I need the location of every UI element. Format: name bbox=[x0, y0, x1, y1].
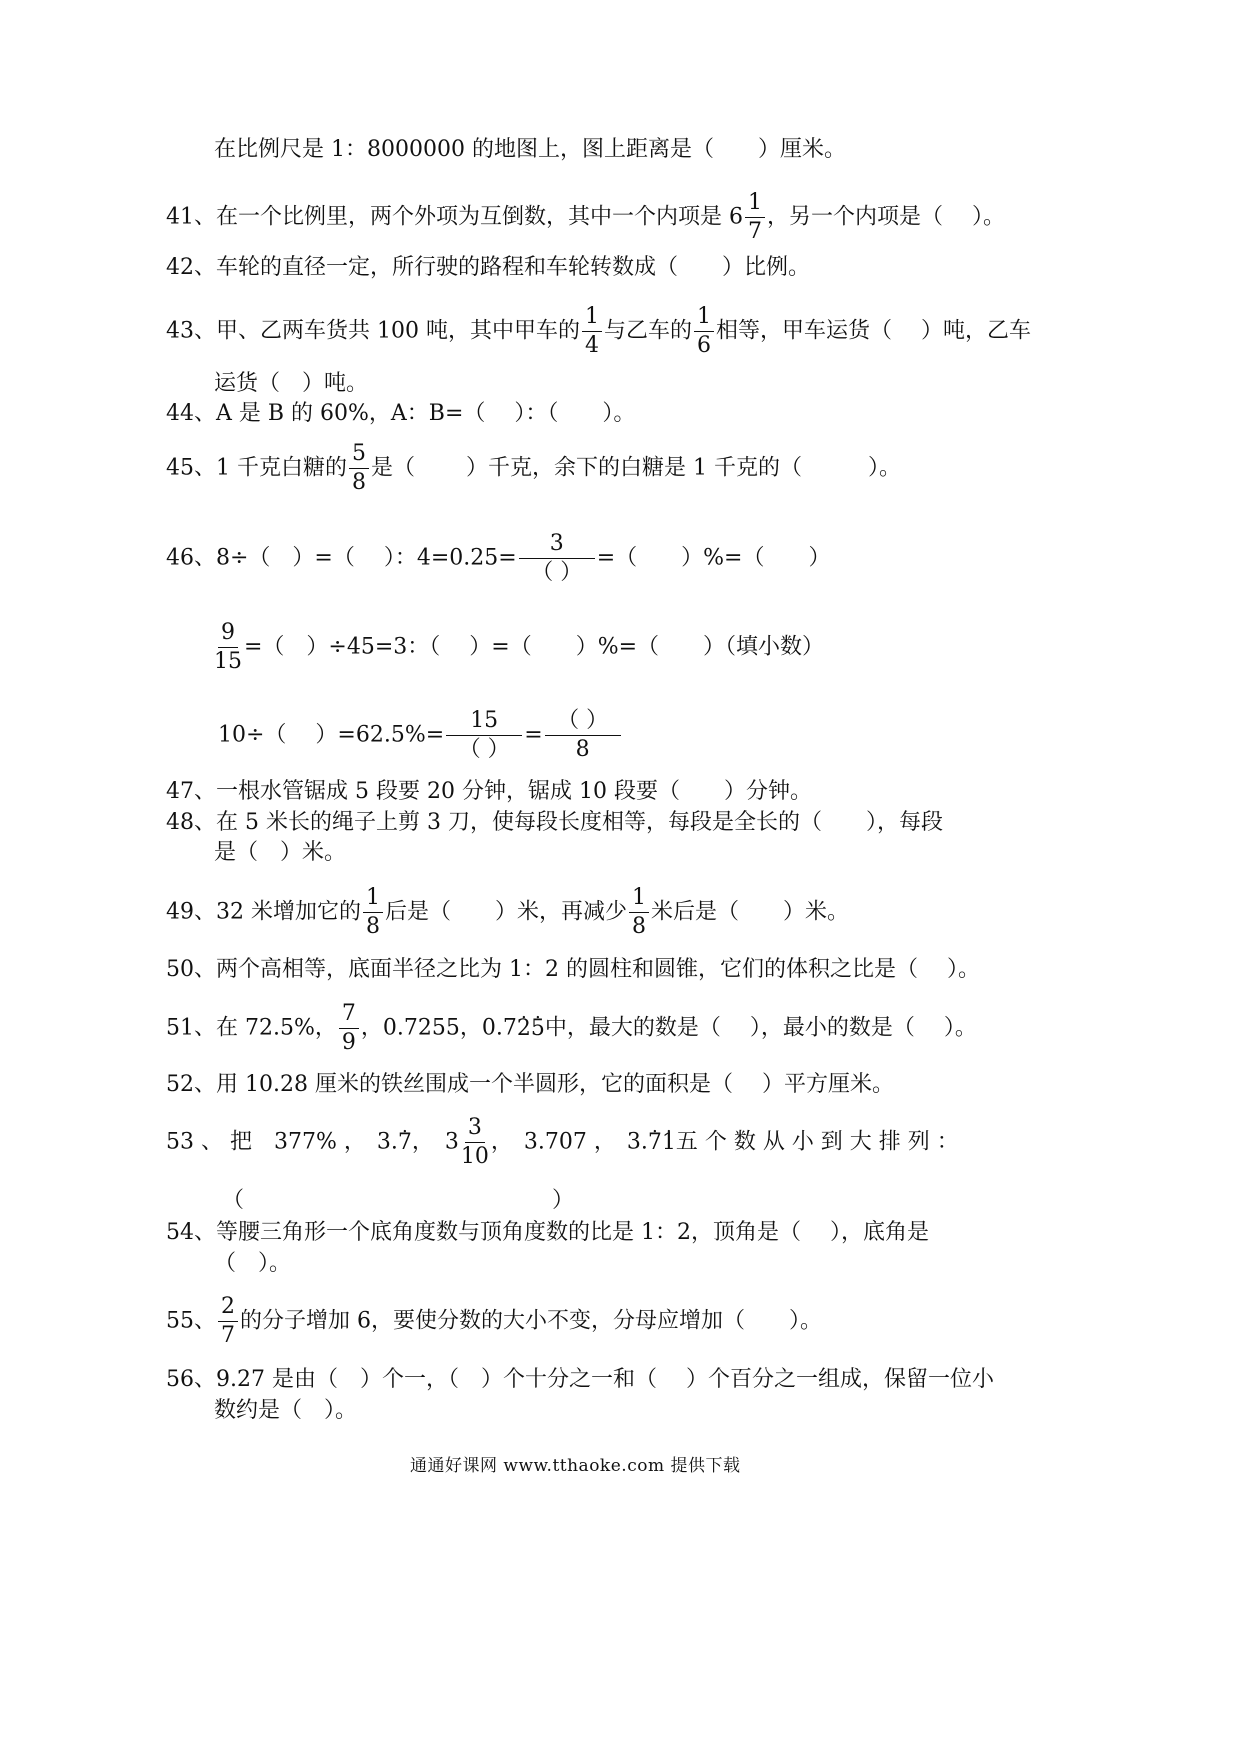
question-46-line2 bbox=[212, 622, 824, 673]
question-53-line2 bbox=[222, 1190, 574, 1212]
question-54-line2 bbox=[214, 1253, 291, 1275]
fraction-numerator: 3 bbox=[519, 533, 595, 559]
repeating-digit: . 7 bbox=[648, 1132, 662, 1154]
question-50 bbox=[166, 959, 980, 981]
repeating-digit: . 5 bbox=[531, 1018, 545, 1040]
q43-text-d: 运货（ ）吨。 bbox=[214, 371, 369, 396]
fraction-numerator: 1 bbox=[694, 306, 714, 332]
fraction-denominator: （ ） bbox=[531, 560, 583, 585]
question-55 bbox=[166, 1296, 822, 1347]
fraction-1-7 bbox=[745, 192, 765, 243]
q43-text-c: 相等，甲车运货（ ）吨，乙车 bbox=[716, 318, 1031, 344]
q56-text-b: 数约是（ ）。 bbox=[214, 1398, 358, 1423]
fraction-5-8 bbox=[349, 443, 369, 494]
question-42 bbox=[166, 257, 810, 279]
q53-text-d: 五 个 数 从 小 到 大 排 列 ： bbox=[675, 1129, 959, 1155]
fraction-denominator: 4 bbox=[584, 333, 599, 358]
question-46-line3 bbox=[218, 710, 623, 761]
q43-text-a: 43、甲、乙两车货共 100 吨，其中甲车的 bbox=[166, 318, 580, 344]
fraction-numerator: 9 bbox=[218, 622, 238, 648]
q54-text-b: （ ）。 bbox=[214, 1251, 292, 1276]
fraction-blank-8 bbox=[545, 710, 621, 761]
fraction-numerator: 1 bbox=[745, 192, 765, 218]
q53-text-c: ， 3.707 ， 3. bbox=[490, 1129, 648, 1155]
q44-text: 44、A 是 B 的 60%，A：B=（ ）：（ ）。 bbox=[166, 401, 636, 426]
q51-text-b: ，0.7255，0.7 bbox=[360, 1015, 517, 1041]
q56-text-a: 56、9.27 是由（ ）个一，（ ）个十分之一和（ ）个百分之一组成，保留一位小 bbox=[166, 1367, 994, 1392]
q55-text-b: 的分子增加 6，要使分数的大小不变，分母应增加（ ）。 bbox=[240, 1308, 822, 1334]
q48-text-a: 48、在 5 米长的绳子上剪 3 刀，使每段长度相等，每段是全长的（ ），每段 bbox=[166, 810, 943, 835]
fraction-denominator: 6 bbox=[697, 333, 711, 358]
q41-text-b: ，另一个内项是（ ）。 bbox=[767, 204, 1005, 230]
fraction-7-9 bbox=[339, 1003, 359, 1054]
q40-text: 在比例尺是 1：8000000 的地图上，图上距离是（ ）厘米。 bbox=[214, 137, 846, 162]
q53-text-b: ， 3 bbox=[411, 1129, 459, 1155]
question-46 bbox=[166, 533, 830, 584]
fraction-15-blank bbox=[446, 710, 522, 761]
fraction-denominator: 7 bbox=[221, 1323, 235, 1348]
fraction-numerator: 2 bbox=[218, 1296, 238, 1322]
fraction-numerator: 5 bbox=[349, 443, 369, 469]
q47-text: 47、一根水管锯成 5 段要 20 分钟，锯成 10 段要（ ）分钟。 bbox=[166, 779, 812, 804]
fraction-1-6 bbox=[694, 306, 714, 357]
q46-text-c: =（ ）÷45=3：（ ）=（ ）%=（ ）（填小数） bbox=[244, 634, 825, 660]
fraction-denominator: 8 bbox=[632, 914, 646, 939]
fraction-numerator: 1 bbox=[363, 887, 383, 913]
q49-text-b: 后是（ ）米，再减少 bbox=[384, 899, 627, 925]
question-43-line2 bbox=[214, 373, 368, 395]
q42-text: 42、车轮的直径一定，所行驶的路程和车轮转数成（ ）比例。 bbox=[166, 255, 810, 280]
question-44 bbox=[166, 403, 635, 425]
q53-text-e: （ ） bbox=[222, 1188, 575, 1213]
q50-text: 50、两个高相等，底面半径之比为 1：2 的圆柱和圆锥，它们的体积之比是（ ）。 bbox=[166, 957, 980, 982]
q51-text-c: 中，最大的数是（ ），最小的数是（ ）。 bbox=[544, 1015, 977, 1041]
q43-text-b: 与乙车的 bbox=[603, 318, 692, 344]
fraction-numerator: （ ） bbox=[545, 710, 621, 736]
question-51 bbox=[166, 1003, 977, 1054]
q49-text-a: 49、32 米增加它的 bbox=[166, 899, 361, 925]
fraction-numerator: 1 bbox=[629, 887, 649, 913]
repeating-digit: . 7 bbox=[398, 1132, 412, 1154]
fraction-denominator: （ ） bbox=[458, 737, 510, 762]
question-48 bbox=[166, 812, 943, 834]
q45-text-a: 45、1 千克白糖的 bbox=[166, 455, 347, 481]
fraction-denominator: 7 bbox=[748, 219, 762, 244]
fraction-3-10 bbox=[461, 1117, 489, 1168]
question-56 bbox=[166, 1369, 994, 1391]
q41-text-a: 41、在一个比例里，两个外项为互倒数，其中一个内项是 6 bbox=[166, 204, 743, 230]
fraction-numerator: 15 bbox=[446, 710, 522, 736]
fraction-9-15 bbox=[214, 622, 242, 673]
fraction-numerator: 1 bbox=[582, 306, 602, 332]
repeating-digit: . 2 bbox=[517, 1018, 531, 1040]
q45-text-b: 是（ ）千克，余下的白糖是 1 千克的（ ）。 bbox=[371, 455, 901, 481]
question-53 bbox=[166, 1117, 959, 1168]
q49-text-c: 米后是（ ）米。 bbox=[651, 899, 850, 925]
fraction-denominator: 8 bbox=[365, 914, 380, 939]
fraction-1-8-second bbox=[629, 887, 649, 938]
q46-text-a: 46、8÷（ ）=（ ）：4=0.25= bbox=[166, 545, 517, 571]
fraction-1-8 bbox=[363, 887, 383, 938]
page-footer bbox=[410, 1458, 740, 1475]
fraction-denominator: 9 bbox=[341, 1030, 356, 1055]
question-41 bbox=[166, 192, 1005, 243]
fraction-denominator: 8 bbox=[575, 737, 590, 762]
fraction-numerator: 3 bbox=[465, 1117, 485, 1143]
fraction-denominator: 15 bbox=[214, 649, 242, 674]
question-45 bbox=[166, 443, 901, 494]
q55-text-a: 55、 bbox=[166, 1308, 216, 1334]
fraction-denominator: 10 bbox=[460, 1144, 489, 1169]
question-52 bbox=[166, 1074, 894, 1096]
fraction-2-7 bbox=[218, 1296, 238, 1347]
fraction-denominator: 8 bbox=[352, 470, 366, 495]
question-40-line bbox=[214, 139, 846, 161]
q53-text-a: 53 、 把 377% ， 3. bbox=[166, 1129, 398, 1155]
q51-text-a: 51、在 72.5%， bbox=[166, 1015, 337, 1041]
question-47 bbox=[166, 781, 812, 803]
repeating-digit: . 1 bbox=[662, 1132, 676, 1154]
q54-text-a: 54、等腰三角形一个底角度数与顶角度数的比是 1：2，顶角是（ ），底角是 bbox=[166, 1220, 929, 1245]
question-43 bbox=[166, 306, 1031, 357]
q46-text-e: = bbox=[524, 722, 543, 748]
fraction-numerator: 7 bbox=[339, 1003, 359, 1029]
q46-text-b: =（ ）%=（ ） bbox=[596, 545, 831, 571]
fraction-3-blank bbox=[519, 533, 595, 584]
q52-text: 52、用 10.28 厘米的铁丝围成一个半圆形，它的面积是（ ）平方厘米。 bbox=[166, 1072, 894, 1097]
q48-text-b: 是（ ）米。 bbox=[214, 840, 347, 865]
footer-text: 通通好课网 www.tthaoke.com 提供下载 bbox=[410, 1456, 741, 1476]
question-54 bbox=[166, 1222, 929, 1244]
question-56-line2 bbox=[214, 1400, 357, 1422]
question-48-line2 bbox=[214, 842, 346, 864]
question-49 bbox=[166, 887, 849, 938]
q46-text-d: 10÷（ ）=62.5%= bbox=[218, 722, 445, 748]
fraction-1-4 bbox=[582, 306, 602, 357]
